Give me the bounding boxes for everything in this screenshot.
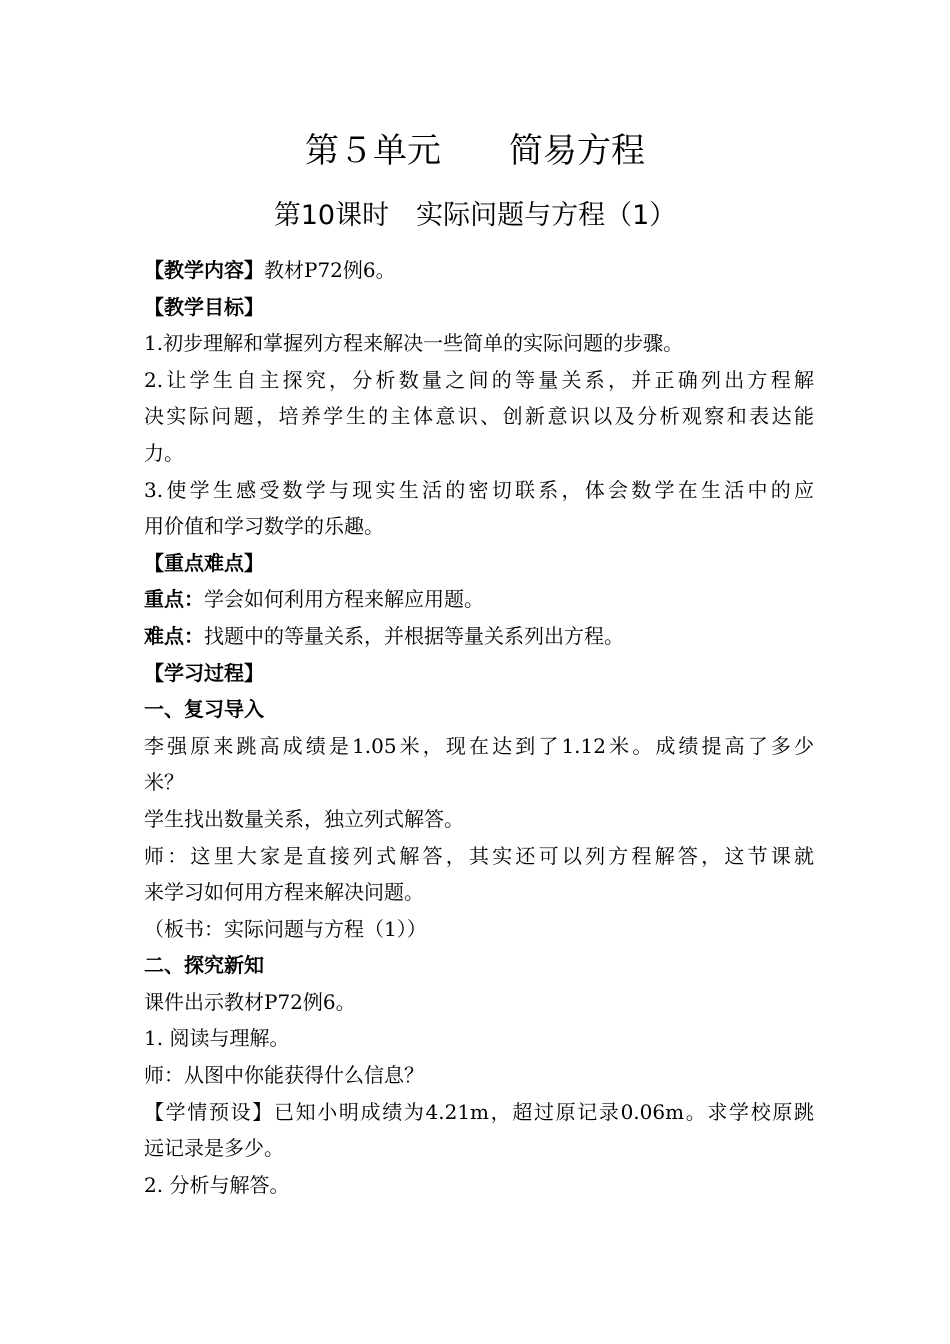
step-2: 2. 分析与解答。 (144, 1172, 290, 1197)
key-point-text: 学会如何利用方程来解应用题。 (204, 587, 484, 612)
difficulty-label: 难点： (144, 623, 204, 648)
teaching-content-label: 【教学内容】 (144, 258, 264, 282)
goal-2-line-2: 决实际问题，培养学生的主体意识、创新意识以及分析观察和表达能 (144, 404, 814, 429)
goal-2-line-1: 2.让学生自主探究，分析数量之间的等量关系，并正确列出方程解 (144, 367, 814, 392)
goal-3-line-2: 用价值和学习数学的乐趣。 (144, 514, 384, 539)
teacher-remark-line-2: 来学习如何用方程来解决问题。 (144, 880, 424, 905)
section-explore-heading: 二、探究新知 (144, 953, 264, 978)
section-review-heading: 一、复习导入 (144, 697, 264, 722)
step-1: 1. 阅读与理解。 (144, 1026, 290, 1051)
document-body (144, 252, 814, 1203)
goal-1: 1.初步理解和掌握列方程来解决一些简单的实际问题的步骤。 (144, 331, 684, 356)
preset-text-1: 已知小明成绩为4.21m，超过原记录0.06m。求学校原跳 (273, 1099, 814, 1124)
learning-process-heading: 【学习过程】 (144, 660, 264, 685)
difficulty-line (144, 618, 814, 655)
teaching-content-line (144, 252, 814, 289)
teaching-goals-heading: 【教学目标】 (144, 294, 264, 319)
key-point-line (144, 581, 814, 618)
review-problem-line-1: 李强原来跳高成绩是1.05米，现在达到了1.12米。成绩提高了多少 (144, 733, 814, 758)
teaching-content-text: 教材P72例6。 (264, 258, 396, 282)
unit-title: 第５单元 简易方程 (305, 131, 645, 171)
preset-line-2: 远记录是多少。 (144, 1136, 284, 1161)
review-instruction: 学生找出数量关系，独立列式解答。 (144, 806, 464, 831)
lesson-title: 第10课时 实际问题与方程（1） (273, 200, 677, 231)
difficulty-text: 找题中的等量关系，并根据等量关系列出方程。 (204, 623, 624, 648)
goal-3-line-1: 3.使学生感受数学与现实生活的密切联系，体会数学在生活中的应 (144, 477, 814, 502)
teacher-remark-line-1: 师：这里大家是直接列式解答，其实还可以列方程解答，这节课就 (144, 843, 814, 868)
review-problem-line-2: 米？ (144, 770, 184, 795)
key-point-label: 重点： (144, 587, 204, 612)
preset-line-1 (144, 1094, 814, 1131)
board-note: （板书：实际问题与方程（1）） (144, 916, 427, 941)
teacher-question: 师：从图中你能获得什么信息？ (144, 1063, 424, 1088)
key-points-heading: 【重点难点】 (144, 550, 264, 575)
preset-label: 【学情预设】 (144, 1099, 274, 1124)
goal-2-line-3: 力。 (144, 440, 184, 465)
courseware-line: 课件出示教材P72例6。 (144, 989, 356, 1014)
